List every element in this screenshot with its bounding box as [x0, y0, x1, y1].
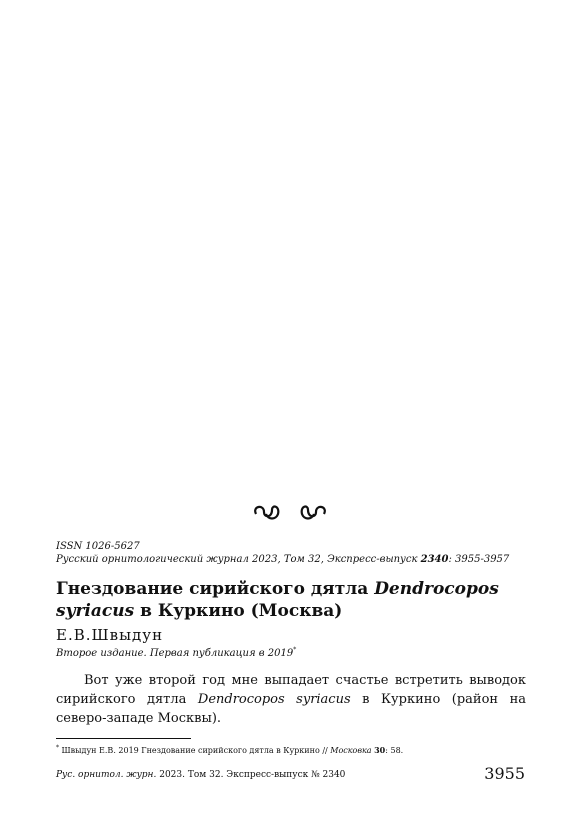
- footer-issue: 2023. Том 32. Экспресс-выпуск № 2340: [156, 770, 346, 780]
- footnote: [56, 745, 403, 756]
- article-title: [56, 578, 526, 622]
- ornament-divider: [0, 500, 580, 530]
- body-species: Dendrocopos syriacus: [197, 692, 351, 707]
- body-text-1: Вот уже второй год мне выпадает счастье встретить выводок сирийского дятла: [56, 673, 526, 707]
- body-paragraph: [56, 671, 526, 728]
- title-species-2: syriacus: [56, 601, 135, 621]
- footnote-source: Московка: [330, 746, 372, 755]
- ornament-icon: [250, 500, 330, 524]
- edition-text: Второе издание. Первая публикация в 2019: [56, 648, 294, 659]
- citation-journal: Русский орнитологический журнал 2023, Том 32, Экспресс-выпуск: [56, 554, 421, 565]
- footnote-rule: [56, 738, 191, 739]
- journal-citation: [56, 553, 526, 567]
- footnote-marker: *: [56, 744, 59, 752]
- title-text: Гнездование сирийского дятла: [56, 579, 375, 599]
- page-number: 3955: [484, 764, 525, 783]
- issn: ISSN 1026-5627: [56, 541, 140, 552]
- running-footer: [56, 770, 345, 780]
- edition-note: [56, 648, 296, 659]
- author: Е.В.Швыдун: [56, 626, 164, 644]
- title-species: Dendrocopos: [374, 579, 499, 599]
- title-text-2: в Куркино (Москва): [134, 601, 343, 621]
- footnote-mark: *: [293, 646, 297, 654]
- footnote-text: Швыдун Е.В. 2019 Гнездование сирийского дятла в Куркино //: [59, 746, 331, 755]
- footnote-pages: : 58.: [385, 746, 404, 755]
- citation-issue: 2340: [420, 554, 449, 565]
- footnote-volume: 30: [374, 745, 386, 755]
- citation-pages: : 3955-3957: [448, 554, 510, 565]
- footer-journal: Рус. орнитол. журн.: [56, 770, 157, 780]
- body-text-2: в Куркино (район на северо-западе Москвы).: [56, 692, 526, 726]
